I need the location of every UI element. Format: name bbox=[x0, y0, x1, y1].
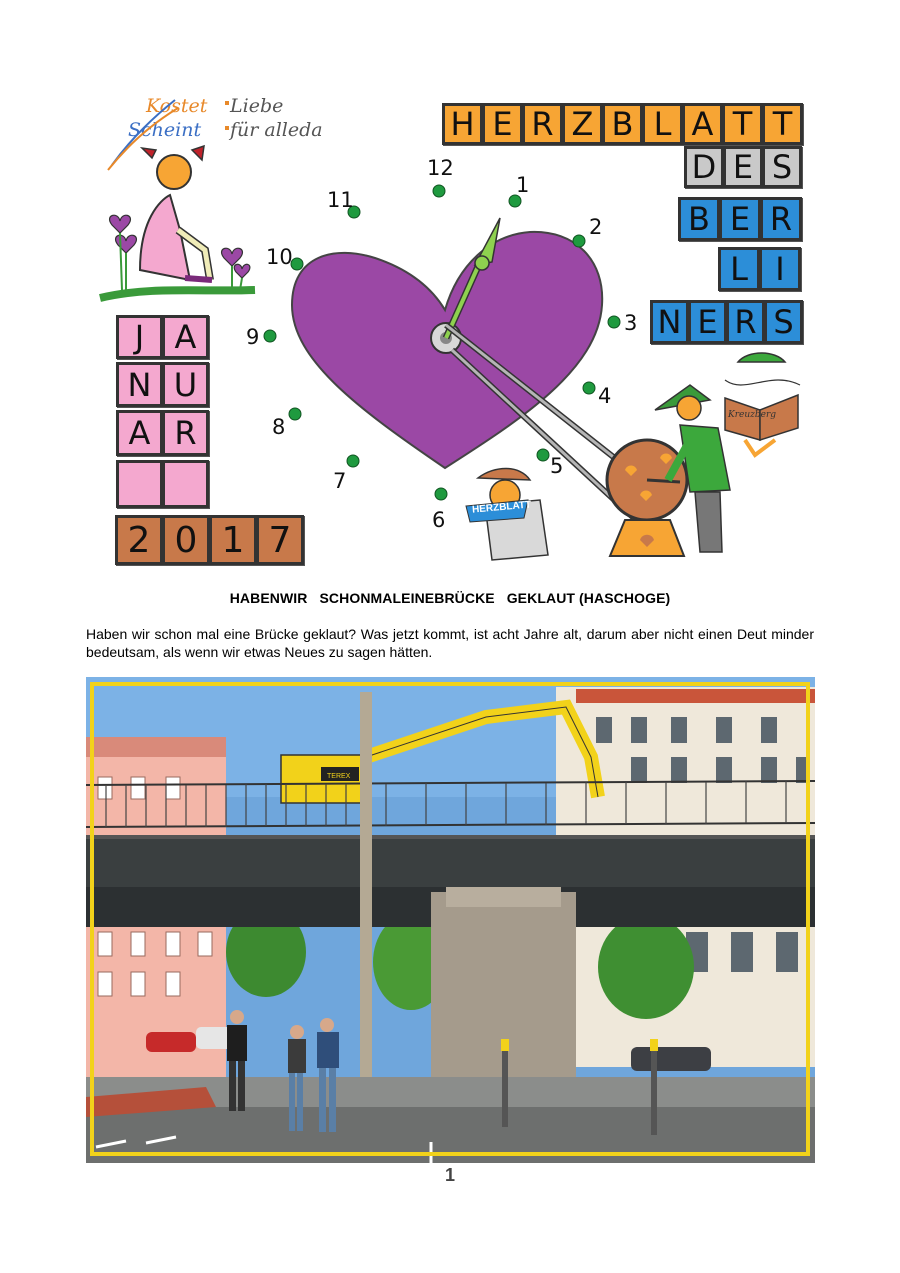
title-tile: H bbox=[442, 103, 483, 145]
logo-word-fueralleda: für alleda bbox=[230, 119, 323, 141]
title-tile: E bbox=[482, 103, 523, 145]
title-tile: A bbox=[682, 103, 723, 145]
month-tile: R bbox=[162, 410, 209, 456]
month-tile: N bbox=[116, 362, 163, 407]
year-tile: 1 bbox=[209, 515, 257, 565]
logo-word-liebe: Liebe bbox=[230, 95, 284, 117]
clock-number-4: 4 bbox=[598, 384, 612, 408]
title-tile: R bbox=[726, 300, 765, 344]
title-tile: S bbox=[762, 146, 802, 188]
bridge-photo bbox=[86, 677, 815, 1163]
clock-number-10: 10 bbox=[266, 245, 293, 269]
title-tile: B bbox=[602, 103, 643, 145]
year-tile: 7 bbox=[256, 515, 304, 565]
month-tile-empty bbox=[116, 460, 163, 508]
title-tile: E bbox=[723, 146, 763, 188]
title-tile: E bbox=[688, 300, 727, 344]
clock-number-12: 12 bbox=[427, 156, 454, 180]
title-tile: D bbox=[684, 146, 724, 188]
title-tile: I bbox=[759, 247, 801, 291]
title-tile: B bbox=[678, 197, 720, 241]
month-tile: A bbox=[116, 410, 163, 456]
excavator-label: TEREX bbox=[327, 773, 351, 780]
title-tile: L bbox=[718, 247, 760, 291]
article-headline: HABENWIR SCHONMALEINEBRÜCKE GEKLAUT (HASCHOGE) bbox=[229, 590, 671, 606]
clock-number-9: 9 bbox=[246, 325, 260, 349]
title-tile: S bbox=[764, 300, 803, 344]
logo-word-kostet: Kostet bbox=[146, 95, 208, 117]
title-tile: Z bbox=[562, 103, 603, 145]
clock-number-5: 5 bbox=[550, 454, 564, 478]
hat-and-book bbox=[725, 353, 800, 455]
title-tile: R bbox=[760, 197, 802, 241]
title-tile: R bbox=[522, 103, 563, 145]
title-tile: E bbox=[719, 197, 761, 241]
month-tile: U bbox=[162, 362, 209, 407]
year-tile: 2 bbox=[115, 515, 163, 565]
clock-number-8: 8 bbox=[272, 415, 286, 439]
article-body: Haben wir schon mal eine Brücke geklaut? Was jetzt kommt, ist acht Jahre alt, darum aber nicht einen Deut minder bedeutsam, als wenn wir etwas Neues zu sagen hätten. bbox=[86, 626, 814, 660]
logo-word-scheint: Scheint bbox=[128, 119, 202, 141]
page-number: 1 bbox=[444, 1165, 455, 1185]
title-tile: T bbox=[762, 103, 803, 145]
title-tile: L bbox=[642, 103, 683, 145]
title-tile: N bbox=[650, 300, 689, 344]
newspaper-label: HERZBLATT bbox=[471, 499, 532, 516]
clock-number-2: 2 bbox=[589, 215, 603, 239]
clock-number-11: 11 bbox=[327, 188, 354, 212]
year-tile: 0 bbox=[162, 515, 210, 565]
title-tile: T bbox=[722, 103, 763, 145]
month-tile: J bbox=[116, 315, 163, 359]
clock-number-3: 3 bbox=[624, 311, 638, 335]
month-tile: A bbox=[162, 315, 209, 359]
woman-figure bbox=[100, 146, 255, 298]
wheel-operator-figure bbox=[607, 385, 730, 556]
book-label: Kreuzberg bbox=[728, 410, 777, 420]
month-tile-empty bbox=[162, 460, 209, 508]
clock-number-7: 7 bbox=[333, 469, 347, 493]
clock-number-1: 1 bbox=[516, 173, 530, 197]
clock-number-6: 6 bbox=[432, 508, 446, 532]
